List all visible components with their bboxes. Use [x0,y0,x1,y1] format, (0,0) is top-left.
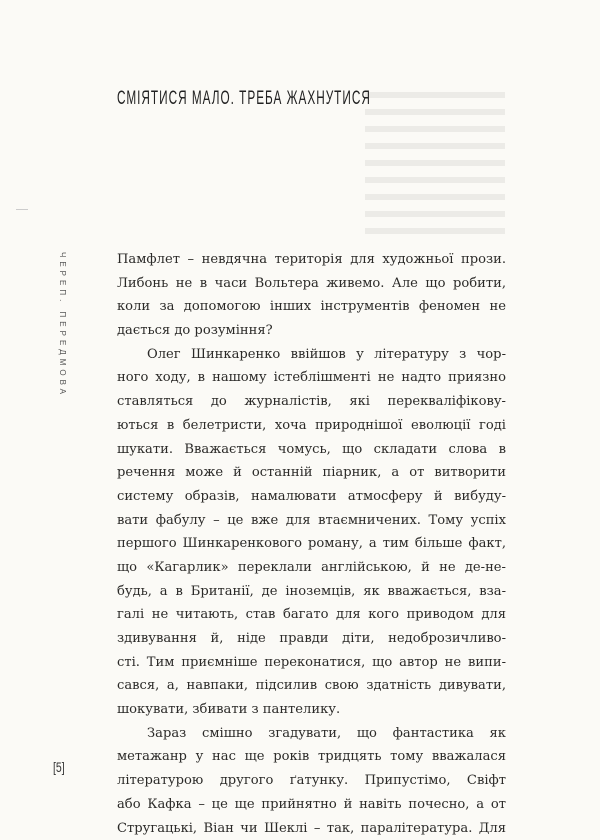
text-line: Либонь не в часи Вольтера живемо. Але що робити, [117,272,506,296]
text-line: Олег Шинкаренко ввійшов у літературу з чор- [117,343,506,367]
text-line: коли за допомогою інших інструментів феномен не [117,295,506,319]
text-line: здивування й, ніде правди діти, недоброзичливо- [117,627,506,651]
running-head: ЧЕРЕП. ПЕРЕДМОВА [58,252,67,398]
text-line: галі не читають, став багато для кого приводом для [117,603,506,627]
text-line: речення може й останній піарник, а от витворити [117,461,506,485]
text-line: шокувати, збивати з пантелику. [117,698,506,722]
bleed-through-text [365,92,505,242]
chapter-heading: СМІЯТИСЯ МАЛО. ТРЕБА ЖАХНУТИСЯ [117,88,371,110]
text-line: метажанр у нас ще років тридцять тому вважалася [117,745,506,769]
text-line: систему образів, намалювати атмосферу й вибуду- [117,485,506,509]
text-line: ного ходу, в нашому істеблішменті не надто приязно [117,366,506,390]
text-line: Памфлет – невдячна територія для художньої прози. [117,248,506,272]
text-line: або Кафка – це ще прийнятно й навіть почесно, а от [117,793,506,817]
text-line: літературою другого ґатунку. Припустімо, Свіфт [117,769,506,793]
text-line: дається до розуміння? [117,319,506,343]
text-line: Зараз смішно згадувати, що фантастика як [117,722,506,746]
text-line: що «Кагарлик» переклали англійською, й не де-не- [117,556,506,580]
text-line: Стругацькі, Віан чи Шеклі – так, паралітература. Для [117,817,506,840]
text-line: першого Шинкаренкового роману, а тим більше факт, [117,532,506,556]
body-text [117,248,506,840]
text-line: будь, а в Британії, де іноземців, як вважається, вза- [117,580,506,604]
text-line: вати фабулу – це вже для втаємничених. Тому успіх [117,509,506,533]
text-line: сався, а, навпаки, підсилив свою здатність дивувати, [117,674,506,698]
text-line: ються в белетристи, хоча природнішої еволюції годі [117,414,506,438]
text-line: шукати. Вважається чомусь, що складати слова в [117,438,506,462]
text-line: сті. Тим приємніше переконатися, що автор не випи- [117,651,506,675]
page-number: [5] [53,759,65,775]
margin-mark [16,209,28,210]
text-line: ставляться до журналістів, які перекваліфікову- [117,390,506,414]
